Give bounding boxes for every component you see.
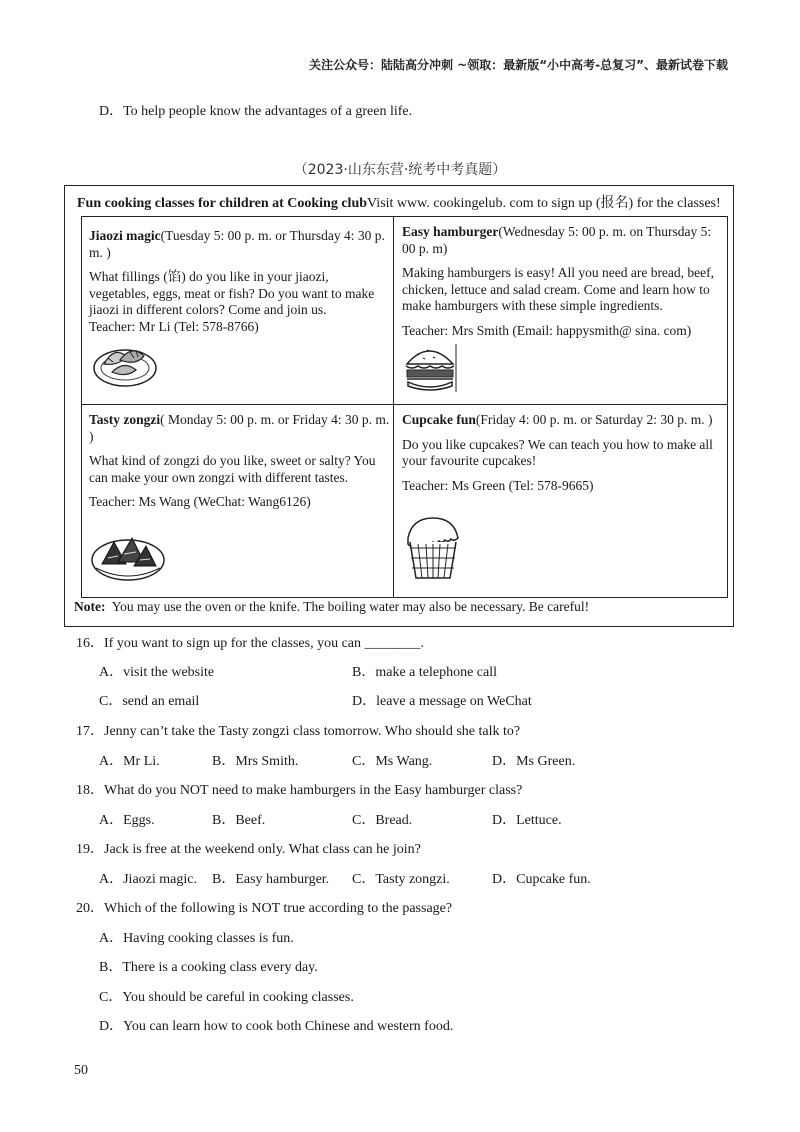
class-time: (Tuesday 5: 00 p. m. or Thursday 4: 30 p. m. ): [89, 228, 385, 260]
class-time: ( Monday 5: 00 p. m. or Friday 4: 30 p. m. ): [89, 412, 390, 444]
question-16-stem: 16．If you want to sign up for the classes, you can ________.: [76, 636, 424, 651]
note-text: You may use the oven or the knife. The boiling water may also be necessary. Be careful!: [111, 599, 590, 614]
class-name: Cupcake fun: [402, 412, 476, 427]
cupcake-icon: [404, 516, 462, 582]
exam-source: （2023·山东东营·统考中考真题）: [293, 162, 507, 178]
ad-title-rest: Visit www. cookingelub. com to sign up (报名) for the classes!: [367, 196, 721, 211]
ad-note: [74, 599, 589, 615]
header-note: 关注公众号：陆陆高分冲刺 ~领取：最新版“小中高考-总复习”、最新试卷下载: [309, 58, 728, 72]
grid-divider-vertical: [393, 216, 394, 598]
question-16-option-c: C．send an email: [99, 694, 200, 709]
class-description: What kind of zongzi do you like, sweet or salty? You can make your own zongzi with different tastes.: [89, 453, 376, 485]
class-description: Making hamburgers is easy! All you need are bread, beef, chicken, lettuce and salad cream. Come and learn how to make hamburgers with these simple ingredients.: [402, 265, 715, 313]
class-name: Jiaozi magic: [89, 228, 161, 243]
question-20-option-b: B．There is a cooking class every day.: [99, 960, 318, 975]
class-cell-zongzi: [89, 412, 391, 519]
question-19-option-a: A．Jiaozi magic.: [99, 872, 197, 887]
question-19-option-b: B．Easy hamburger.: [212, 872, 330, 887]
hamburger-icon: [403, 342, 459, 394]
question-18-option-c: C．Bread.: [352, 813, 413, 828]
class-description: Do you like cupcakes? We can teach you how to make all your favourite cupcakes!: [402, 436, 713, 468]
zongzi-plate-icon: [90, 530, 168, 584]
class-cell-hamburger: [402, 224, 724, 347]
class-cell-cupcake: [402, 412, 724, 502]
class-teacher: Teacher: Mrs Smith (Email: happysmith@ sina. com): [402, 322, 692, 338]
question-18-option-d: D．Lettuce.: [492, 813, 562, 828]
question-18-option-a: A．Eggs.: [99, 813, 155, 828]
note-label: Note:: [74, 599, 106, 614]
question-20-option-c: C．You should be careful in cooking classes.: [99, 990, 354, 1005]
question-17-option-a: A．Mr Li.: [99, 754, 160, 769]
question-20-option-a: A．Having cooking classes is fun.: [99, 931, 294, 946]
page-number: 50: [74, 1063, 88, 1078]
class-teacher: Teacher: Mr Li (Tel: 578-8766): [89, 318, 259, 334]
class-name: Easy hamburger: [402, 224, 499, 239]
class-time: (Wednesday 5: 00 p. m. on Thursday 5: 00 p. m): [402, 224, 712, 256]
question-19-stem: 19．Jack is free at the weekend only. What class can he join?: [76, 842, 421, 857]
class-teacher: Teacher: Ms Green (Tel: 578-9665): [402, 477, 594, 493]
class-teacher: Teacher: Ms Wang (WeChat: Wang6126): [89, 494, 311, 509]
question-20-option-d: D．You can learn how to cook both Chinese and western food.: [99, 1019, 454, 1034]
question-17-stem: 17．Jenny can’t take the Tasty zongzi class tomorrow. Who should she talk to?: [76, 724, 521, 739]
question-17-option-d: D．Ms Green.: [492, 754, 576, 769]
class-name: Tasty zongzi: [89, 412, 161, 427]
question-16-option-d: D．leave a message on WeChat: [352, 694, 532, 709]
ad-title-bold: Fun cooking classes for children at Cooking club: [77, 196, 368, 211]
class-description: What fillings (馅) do you like in your jiaozi, vegetables, eggs, meat or fish? Do you want to make jiaozi in different colors? Come and join us.: [89, 269, 375, 317]
question-20-stem: 20．Which of the following is NOT true according to the passage?: [76, 901, 453, 916]
ad-title: [77, 192, 721, 212]
class-cell-jiaozi: [89, 228, 389, 343]
question-19-option-c: C．Tasty zongzi.: [352, 872, 450, 887]
question-18-option-b: B．Beef.: [212, 813, 266, 828]
question-17-option-b: B．Mrs Smith.: [212, 754, 299, 769]
prev-question-option-d: D．To help people know the advantages of a green life.: [99, 104, 413, 119]
question-16-option-b: B．make a telephone call: [352, 665, 497, 680]
question-16-option-a: A．visit the website: [99, 665, 215, 680]
class-time: (Friday 4: 00 p. m. or Saturday 2: 30 p. m. ): [475, 412, 713, 427]
question-18-stem: 18．What do you NOT need to make hamburgers in the Easy hamburger class?: [76, 783, 523, 798]
grid-divider-horizontal: [81, 404, 728, 405]
question-17-option-c: C．Ms Wang.: [352, 754, 433, 769]
question-19-option-d: D．Cupcake fun.: [492, 872, 591, 887]
jiaozi-plate-icon: [92, 338, 160, 390]
